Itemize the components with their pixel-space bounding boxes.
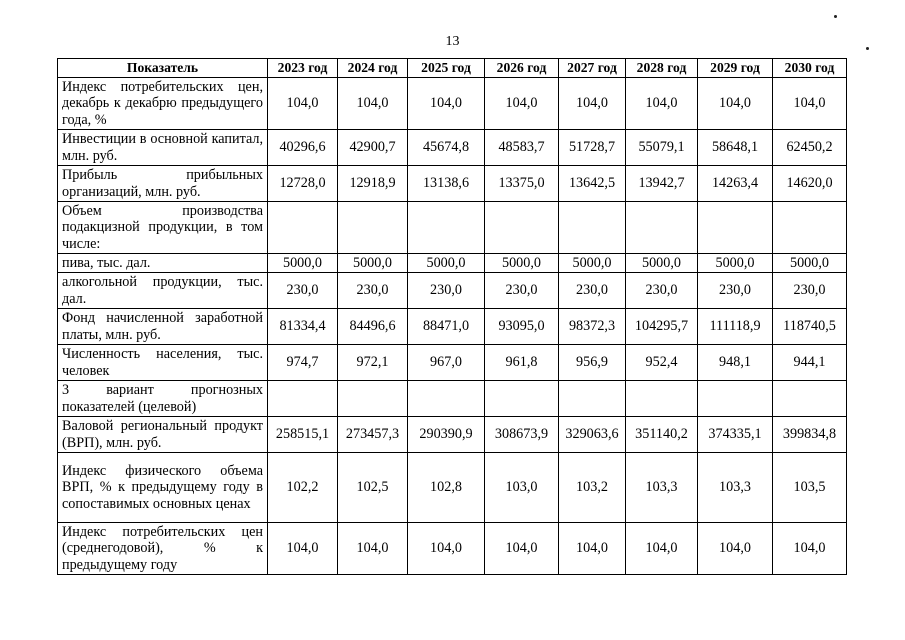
table-cell: 104,0 xyxy=(773,523,847,575)
column-header: 2028 год xyxy=(626,59,698,78)
table-cell xyxy=(698,381,773,417)
table-cell: 45674,8 xyxy=(408,130,485,166)
table-cell xyxy=(408,202,485,254)
table-cell: 230,0 xyxy=(408,273,485,309)
table-cell: 399834,8 xyxy=(773,417,847,453)
table-row xyxy=(58,273,847,309)
table-cell: 88471,0 xyxy=(408,309,485,345)
table-cell: 230,0 xyxy=(338,273,408,309)
table-cell: 104,0 xyxy=(338,78,408,130)
table-cell xyxy=(626,381,698,417)
table-cell xyxy=(485,202,559,254)
row-label: Фонд начисленной заработной платы, млн. руб. xyxy=(58,309,268,345)
table-cell: 55079,1 xyxy=(626,130,698,166)
column-header: 2030 год xyxy=(773,59,847,78)
table-cell: 230,0 xyxy=(773,273,847,309)
table-cell: 103,0 xyxy=(485,453,559,523)
table-cell: 12918,9 xyxy=(338,166,408,202)
table-cell: 104,0 xyxy=(698,78,773,130)
table-cell xyxy=(773,202,847,254)
table-cell: 5000,0 xyxy=(338,254,408,273)
table-cell xyxy=(268,202,338,254)
row-label: пива, тыс. дал. xyxy=(58,254,268,273)
table-cell: 51728,7 xyxy=(559,130,626,166)
table-cell: 118740,5 xyxy=(773,309,847,345)
row-label: Прибыль прибыльных организаций, млн. руб. xyxy=(58,166,268,202)
table-cell: 102,8 xyxy=(408,453,485,523)
table-cell: 104,0 xyxy=(698,523,773,575)
table-row xyxy=(58,254,847,273)
table-cell: 103,2 xyxy=(559,453,626,523)
table-row xyxy=(58,78,847,130)
row-label: Валовой региональный продукт (ВРП), млн. руб. xyxy=(58,417,268,453)
table-cell xyxy=(408,381,485,417)
table-cell: 967,0 xyxy=(408,345,485,381)
table-header-row xyxy=(58,59,847,78)
table-cell: 5000,0 xyxy=(268,254,338,273)
table-cell: 961,8 xyxy=(485,345,559,381)
table-cell: 104,0 xyxy=(485,78,559,130)
table-cell xyxy=(559,381,626,417)
table-cell: 13138,6 xyxy=(408,166,485,202)
table-cell: 290390,9 xyxy=(408,417,485,453)
table-cell: 5000,0 xyxy=(485,254,559,273)
table-cell: 14263,4 xyxy=(698,166,773,202)
table-cell: 104,0 xyxy=(338,523,408,575)
column-header: 2027 год xyxy=(559,59,626,78)
table-cell: 48583,7 xyxy=(485,130,559,166)
table-row xyxy=(58,417,847,453)
table-cell xyxy=(559,202,626,254)
row-label: 3 вариант прогнозных показателей (целевой) xyxy=(58,381,268,417)
table-cell: 42900,7 xyxy=(338,130,408,166)
table-cell xyxy=(338,202,408,254)
table-cell: 13942,7 xyxy=(626,166,698,202)
table-cell: 5000,0 xyxy=(698,254,773,273)
table-row xyxy=(58,523,847,575)
row-label: алкогольной продукции, тыс. дал. xyxy=(58,273,268,309)
column-header: 2026 год xyxy=(485,59,559,78)
table-cell: 104,0 xyxy=(773,78,847,130)
table-cell: 974,7 xyxy=(268,345,338,381)
table-cell: 956,9 xyxy=(559,345,626,381)
table-cell: 273457,3 xyxy=(338,417,408,453)
table-cell: 104,0 xyxy=(559,523,626,575)
table-cell: 308673,9 xyxy=(485,417,559,453)
row-label: Индекс потребительских цен, декабрь к декабрю предыдущего года, % xyxy=(58,78,268,130)
table-row xyxy=(58,453,847,523)
table-cell: 13642,5 xyxy=(559,166,626,202)
table-cell xyxy=(268,381,338,417)
table-cell: 13375,0 xyxy=(485,166,559,202)
row-label: Индекс физического объема ВРП, % к предыдущему году в сопоставимых основных ценах xyxy=(58,453,268,523)
table-cell: 84496,6 xyxy=(338,309,408,345)
table-cell: 98372,3 xyxy=(559,309,626,345)
scan-speck xyxy=(866,47,869,50)
table-cell: 62450,2 xyxy=(773,130,847,166)
table-cell: 5000,0 xyxy=(773,254,847,273)
table-cell: 258515,1 xyxy=(268,417,338,453)
table-cell: 104295,7 xyxy=(626,309,698,345)
scan-speck xyxy=(834,15,837,18)
table-cell: 972,1 xyxy=(338,345,408,381)
table-row xyxy=(58,345,847,381)
table-cell: 14620,0 xyxy=(773,166,847,202)
table-cell xyxy=(338,381,408,417)
page-number: 13 xyxy=(445,34,460,49)
table-cell xyxy=(773,381,847,417)
table-cell: 104,0 xyxy=(485,523,559,575)
table-cell: 104,0 xyxy=(626,523,698,575)
table-cell: 230,0 xyxy=(559,273,626,309)
table-cell: 952,4 xyxy=(626,345,698,381)
table-row xyxy=(58,381,847,417)
table-cell: 944,1 xyxy=(773,345,847,381)
table-cell: 40296,6 xyxy=(268,130,338,166)
table-cell: 5000,0 xyxy=(408,254,485,273)
column-header: 2024 год xyxy=(338,59,408,78)
table-cell: 5000,0 xyxy=(559,254,626,273)
table-cell: 948,1 xyxy=(698,345,773,381)
table-cell xyxy=(485,381,559,417)
table-cell: 12728,0 xyxy=(268,166,338,202)
column-header: Показатель xyxy=(58,59,268,78)
table-cell xyxy=(626,202,698,254)
forecast-table xyxy=(57,58,847,575)
table-cell: 104,0 xyxy=(408,523,485,575)
row-label: Численность населения, тыс. человек xyxy=(58,345,268,381)
table-cell: 104,0 xyxy=(268,78,338,130)
table-cell: 5000,0 xyxy=(626,254,698,273)
table-cell: 103,3 xyxy=(626,453,698,523)
row-label: Индекс потребительских цен (среднегодовой), % к предыдущему году xyxy=(58,523,268,575)
table-row xyxy=(58,202,847,254)
table-row xyxy=(58,166,847,202)
table-cell: 102,2 xyxy=(268,453,338,523)
column-header: 2029 год xyxy=(698,59,773,78)
table-cell: 230,0 xyxy=(698,273,773,309)
table-cell: 104,0 xyxy=(408,78,485,130)
table-cell: 230,0 xyxy=(485,273,559,309)
table-cell: 104,0 xyxy=(559,78,626,130)
table-cell: 351140,2 xyxy=(626,417,698,453)
table-cell: 230,0 xyxy=(268,273,338,309)
table-cell: 230,0 xyxy=(626,273,698,309)
table-cell xyxy=(698,202,773,254)
table-cell: 111118,9 xyxy=(698,309,773,345)
table-row xyxy=(58,309,847,345)
row-label: Объем производства подакцизной продукции, в том числе: xyxy=(58,202,268,254)
table-cell: 104,0 xyxy=(626,78,698,130)
table-cell: 104,0 xyxy=(268,523,338,575)
column-header: 2023 год xyxy=(268,59,338,78)
column-header: 2025 год xyxy=(408,59,485,78)
table-row xyxy=(58,130,847,166)
table-cell: 81334,4 xyxy=(268,309,338,345)
table-cell: 102,5 xyxy=(338,453,408,523)
row-label: Инвестиции в основной капитал, млн. руб. xyxy=(58,130,268,166)
table-cell: 374335,1 xyxy=(698,417,773,453)
table-cell: 103,3 xyxy=(698,453,773,523)
table-cell: 58648,1 xyxy=(698,130,773,166)
table-cell: 93095,0 xyxy=(485,309,559,345)
table-cell: 103,5 xyxy=(773,453,847,523)
table-cell: 329063,6 xyxy=(559,417,626,453)
